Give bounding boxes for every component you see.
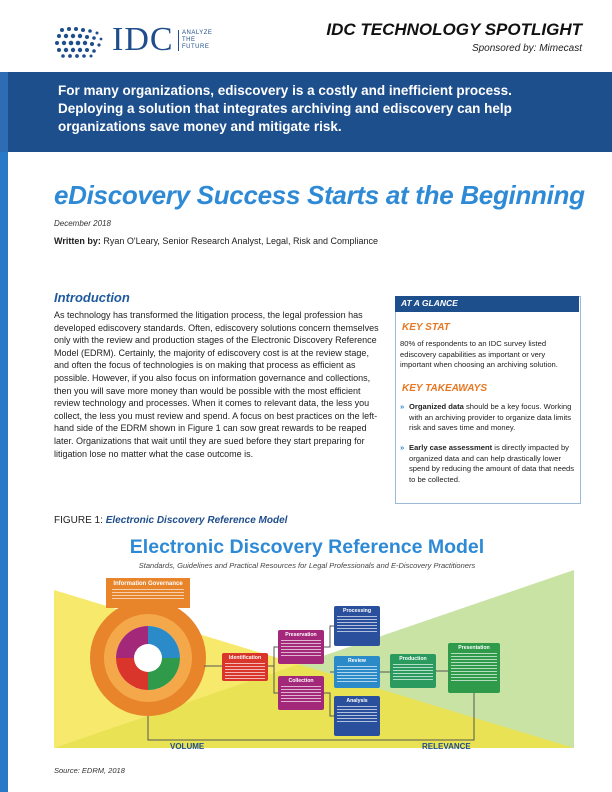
- key-takeaways-heading: KEY TAKEAWAYS: [402, 383, 488, 394]
- spotlight-title: IDC TECHNOLOGY SPOTLIGHT: [326, 20, 582, 39]
- introduction-body: As technology has transformed the litigation process, the legal profession has developed ediscovery standards. Often, ediscovery solutions concern themselves only with the review and production stages of the Electronic Discovery Reference Model (EDRM). Certainly, the majority of ediscovery cost is at the review stage, and often the focus of technologies is on making that process as efficient as possible. However, if you also focus on information governance and collections, then you will save more money than would be possible with the most efficient review technology and processes. When it comes to relevant data, the less you collect, the less you must review and spend. A focus on best practices on the left-hand side of the EDRM shown in Figure 1 can sow great rewards to be reaped later. Organizations that wait until they are sued before they start preparing for litigation lose no matter what the case outcome is.: [54, 310, 379, 459]
- takeaway-bold: Organized data: [409, 402, 464, 411]
- banner-accent-strip: [0, 72, 8, 152]
- governance-hub: [134, 644, 162, 672]
- information-governance-box: [106, 578, 190, 608]
- stage-identification: Identification: [222, 653, 268, 681]
- takeaway-bold: Early case assessment: [409, 443, 493, 452]
- stage-review: Review: [334, 656, 380, 688]
- idc-logo: [52, 21, 213, 62]
- introduction-heading: Introduction: [54, 290, 130, 305]
- takeaway-item: [400, 402, 576, 434]
- byline-label: Written by:: [54, 236, 101, 246]
- arrow-to-processing: [324, 626, 334, 647]
- stage-presentation: Presentation: [448, 643, 500, 693]
- figure-label: FIGURE 1:: [54, 515, 103, 526]
- bullet-chevron-icon: »: [400, 443, 405, 452]
- stage-analysis: Analysis: [334, 696, 380, 736]
- takeaway-text: should be a key focus. Working with an archiving provider to organize data limits risk and saves time and money.: [409, 402, 572, 432]
- banner-text: For many organizations, ediscovery is a costly and inefficient process. Deploying a solution that integrates archiving and ediscovery can help organizations save money and mitigate risk.: [58, 83, 512, 134]
- bullet-chevron-icon: »: [400, 402, 405, 411]
- information-governance-label: Information Governance: [113, 581, 183, 587]
- stage-collection: Collection: [278, 676, 324, 710]
- source-note: Source: EDRM, 2018: [54, 766, 125, 775]
- stage-processing: Processing: [334, 606, 380, 646]
- article-title: eDiscovery Success Starts at the Beginning: [54, 180, 585, 210]
- takeaway-text: is directly impacted by organized data and can help drastically lower spend by reducing the amount of data that needs to be collected.: [409, 443, 575, 484]
- key-stat-text: 80% of respondents to an IDC survey listed ediscovery capabilities as important or very important when choosing an archiving solution.: [400, 339, 558, 369]
- relevance-label: RELEVANCE: [422, 742, 471, 751]
- globe-dots-icon: [52, 24, 106, 60]
- byline-author: Ryan O'Leary, Senior Research Analyst, Legal, Risk and Compliance: [103, 236, 379, 246]
- stage-production: Production: [390, 654, 436, 688]
- logo-text: IDC: [112, 21, 174, 58]
- volume-label: VOLUME: [170, 742, 205, 751]
- logo-tagline: ANALYZE THE FUTURE: [178, 30, 212, 51]
- stage-preservation: Preservation: [278, 630, 324, 664]
- diagram-subtitle: Standards, Guidelines and Practical Resources for Legal Professionals and E-Discovery Practitioners: [138, 561, 476, 570]
- diagram-title: Electronic Discovery Reference Model: [129, 536, 485, 558]
- sponsor-line: Sponsored by: Mimecast: [471, 43, 582, 54]
- figure-caption: [54, 515, 287, 526]
- at-a-glance-header: AT A GLANCE: [395, 296, 579, 312]
- key-stat-heading: KEY STAT: [402, 322, 450, 333]
- article-date: December 2018: [54, 219, 111, 228]
- takeaway-item: [400, 443, 576, 485]
- byline: [54, 236, 378, 246]
- figure-caption-title: Electronic Discovery Reference Model: [105, 515, 288, 526]
- left-accent-bar: [0, 152, 8, 792]
